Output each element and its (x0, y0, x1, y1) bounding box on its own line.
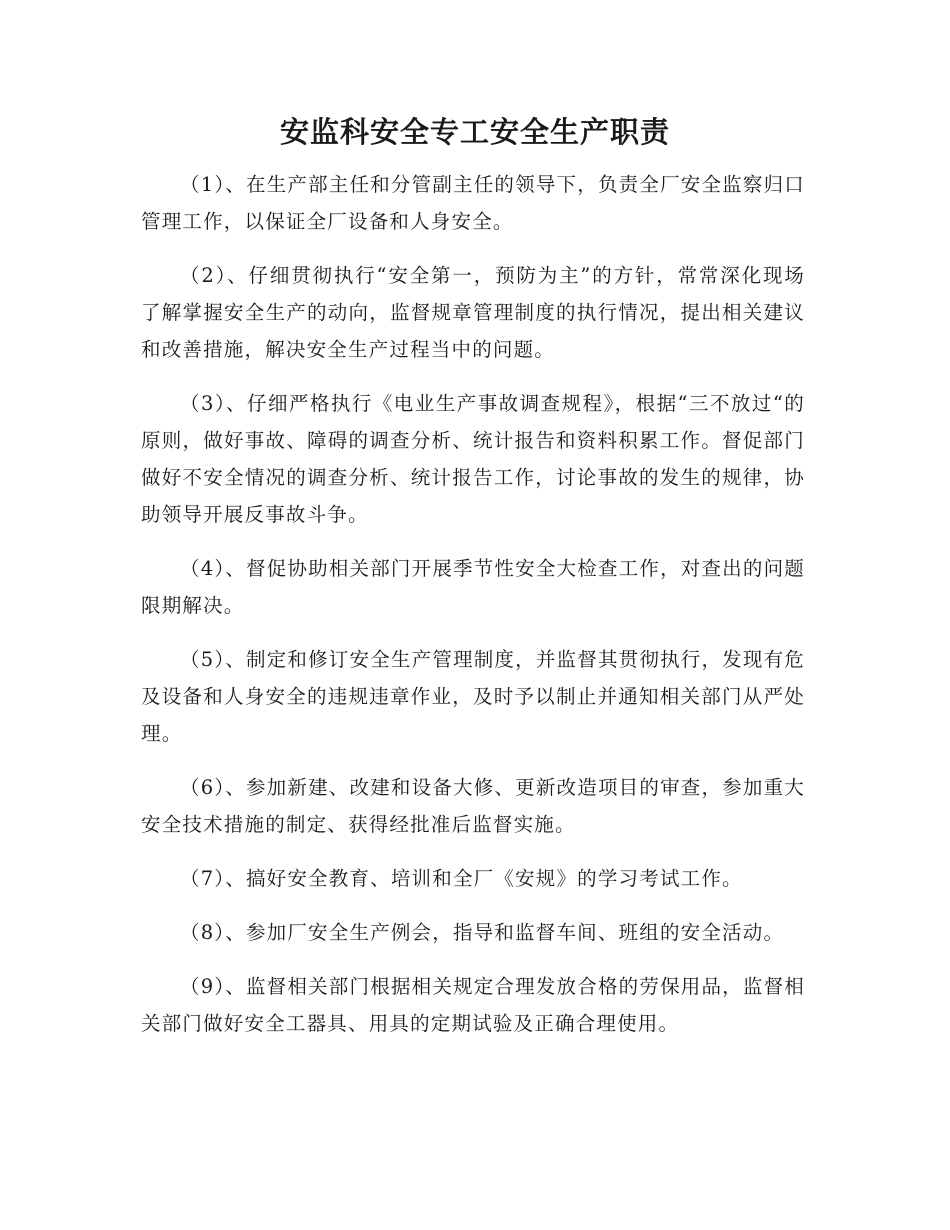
paragraph-9: （9）、监督相关部门根据相关规定合理发放合格的劳保用品，监督相关部门做好安全工器具、用具的定期试验及正确合理使用。 (141, 975, 805, 1035)
document-title: 安监科安全专工安全生产职责 (279, 115, 670, 149)
paragraph-7: （7）、搞好安全教育、培训和全厂《安规》的学习考试工作。 (180, 867, 743, 890)
document-body (141, 166, 805, 1059)
paragraph-3: （3）、仔细严格执行《电业生产事故调查规程》，根据“三不放过“的原则，做好事故、障碍的调查分析、统计报告和资料积累工作。督促部门做好不安全情况的调查分析、统计报告工作，讨论事故的发生的规律，协助领导开展反事故斗争。 (141, 392, 805, 526)
paragraph-2: （2）、仔细贯彻执行“安全第一，预防为主”的方针，常常深化现场了解掌握安全生产的动向，监督规章管理制度的执行情况，提出相关建议和改善措施，解决安全生产过程当中的问题。 (141, 264, 805, 361)
paragraph-8: （8）、参加厂安全生产例会，指导和监督车间、班组的安全活动。 (180, 921, 785, 944)
paragraph-4: （4）、督促协助相关部门开展季节性安全大检查工作，对查出的问题限期解决。 (141, 557, 805, 617)
paragraph-1: （1）、在生产部主任和分管副主任的领导下，负责全厂安全监察归口管理工作，以保证全厂设备和人身安全。 (141, 173, 805, 233)
paragraph-6: （6）、参加新建、改建和设备大修、更新改造项目的审查，参加重大安全技术措施的制定、获得经批准后监督实施。 (141, 776, 805, 836)
paragraph-5: （5）、制定和修订安全生产管理制度，并监督其贯彻执行，发现有危及设备和人身安全的违规违章作业，及时予以制止并通知相关部门从严处理。 (141, 648, 805, 745)
